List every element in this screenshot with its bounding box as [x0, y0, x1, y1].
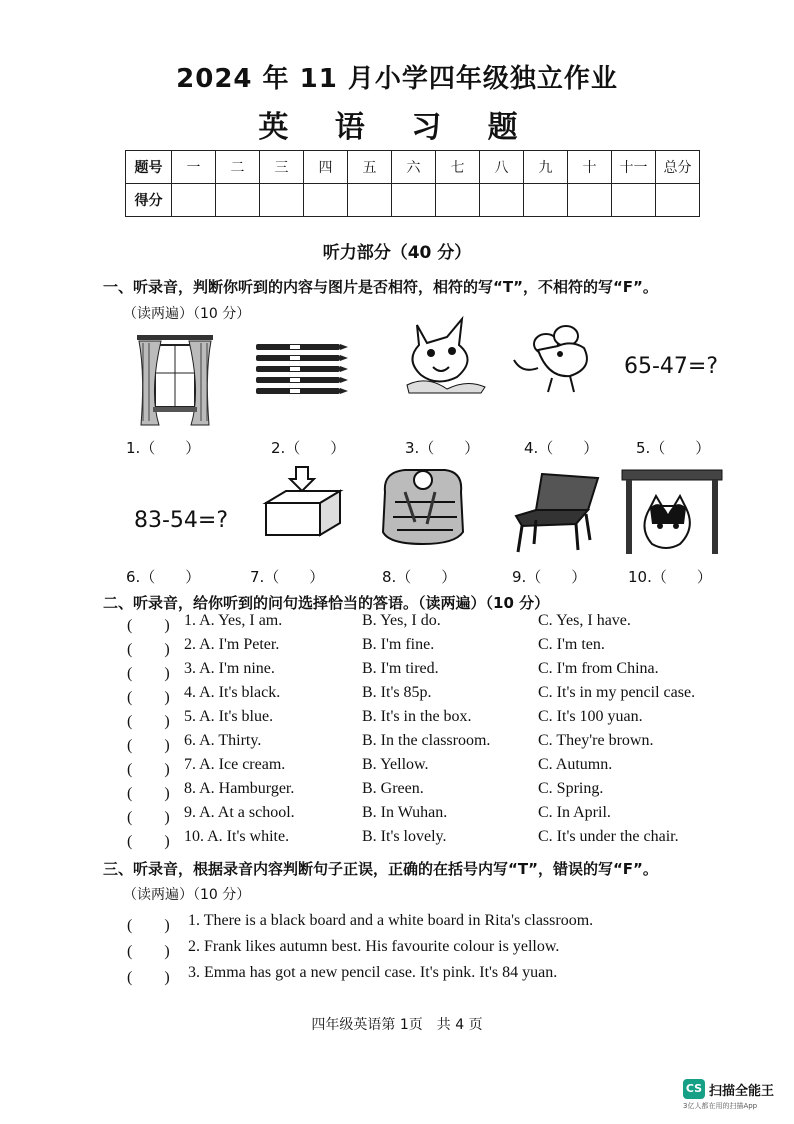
score-table-score-row	[126, 184, 700, 217]
option-b: B. It's in the box.	[362, 708, 472, 725]
scanner-logo-icon: CS	[683, 1079, 705, 1099]
table-cell: 三	[260, 151, 304, 184]
score-table	[125, 150, 700, 217]
answer-blank[interactable]: ( )	[127, 943, 170, 960]
answer-blank[interactable]: ( )	[127, 617, 170, 634]
score-cell[interactable]	[304, 184, 348, 217]
list-item	[0, 964, 794, 990]
section3-statement-list	[0, 912, 794, 990]
mouse-picture	[508, 318, 600, 396]
score-table-header-row	[126, 151, 700, 184]
answer-blank-1[interactable]: 1.（ ）	[126, 439, 201, 457]
statement: 1. There is a black board and a white board in Rita's classroom.	[188, 912, 594, 929]
math-question-6: 83-54=?	[134, 508, 229, 533]
section1-title: 一、听录音，判断你听到的内容与图片是否相符，相符的写“T”，不相符的写“F”。	[103, 278, 658, 296]
answer-blank[interactable]: ( )	[127, 641, 170, 658]
option-c: C. Spring.	[538, 780, 604, 797]
answer-blank-8[interactable]: 8.（ ）	[382, 568, 457, 586]
answer-blank[interactable]: ( )	[127, 785, 170, 802]
option-c: C. Yes, I have.	[538, 612, 631, 629]
score-cell[interactable]	[348, 184, 392, 217]
option-c: C. In April.	[538, 804, 611, 821]
scanner-watermark	[683, 1079, 774, 1111]
statement: 3. Emma has got a new pencil case. It's pink. It's 84 yuan.	[188, 964, 558, 981]
list-item	[0, 660, 794, 684]
list-item	[0, 708, 794, 732]
list-item	[0, 612, 794, 636]
option-b: B. Yes, I do.	[362, 612, 441, 629]
answer-blank[interactable]: ( )	[127, 689, 170, 706]
option-b: B. Green.	[362, 780, 424, 797]
pens-picture	[250, 340, 350, 400]
option-b: B. Yellow.	[362, 756, 429, 773]
table-cell: 十一	[612, 151, 656, 184]
bag-picture	[375, 462, 470, 547]
list-item	[0, 912, 794, 938]
option-c: C. It's under the chair.	[538, 828, 679, 845]
curtains-picture	[135, 333, 215, 429]
scanner-tagline: 3亿人都在用的扫描App	[683, 1102, 758, 1110]
answer-blank[interactable]: ( )	[127, 713, 170, 730]
answer-blank-9[interactable]: 9.（ ）	[512, 568, 587, 586]
answer-blank[interactable]: ( )	[127, 737, 170, 754]
option-a: 1. A. Yes, I am.	[184, 612, 283, 629]
math-question-5: 65-47=?	[624, 354, 719, 379]
option-b: B. In the classroom.	[362, 732, 491, 749]
score-cell[interactable]	[612, 184, 656, 217]
table-cell: 总分	[656, 151, 700, 184]
scanner-app-name: 扫描全能王	[709, 1083, 775, 1099]
list-item	[0, 684, 794, 708]
answer-blank[interactable]: ( )	[127, 833, 170, 850]
option-b: B. It's 85p.	[362, 684, 432, 701]
list-item	[0, 804, 794, 828]
score-cell[interactable]	[392, 184, 436, 217]
table-cell: 七	[436, 151, 480, 184]
option-c: C. Autumn.	[538, 756, 613, 773]
chair-picture	[512, 470, 602, 554]
table-cell: 题号	[126, 151, 172, 184]
cat-picture	[397, 315, 492, 395]
list-item	[0, 732, 794, 756]
table-cell: 五	[348, 151, 392, 184]
answer-blank-2[interactable]: 2.（ ）	[271, 439, 346, 457]
section3-note: （读两遍）（10 分）	[123, 887, 251, 903]
option-a: 4. A. It's black.	[184, 684, 281, 701]
answer-blank[interactable]: ( )	[127, 665, 170, 682]
option-c: C. It's 100 yuan.	[538, 708, 643, 725]
answer-blank[interactable]: ( )	[127, 761, 170, 778]
table-cell: 十	[568, 151, 612, 184]
table-cell: 六	[392, 151, 436, 184]
table-cell: 四	[304, 151, 348, 184]
option-a: 2. A. I'm Peter.	[184, 636, 280, 653]
option-b: B. In Wuhan.	[362, 804, 448, 821]
statement: 2. Frank likes autumn best. His favourite colour is yellow.	[188, 938, 560, 955]
box-picture	[262, 465, 344, 541]
answer-blank-4[interactable]: 4.（ ）	[524, 439, 599, 457]
list-item	[0, 938, 794, 964]
option-b: B. It's lovely.	[362, 828, 447, 845]
answer-blank[interactable]: ( )	[127, 969, 170, 986]
list-item	[0, 756, 794, 780]
answer-blank-5[interactable]: 5.（ ）	[636, 439, 711, 457]
score-cell[interactable]	[216, 184, 260, 217]
option-a: 7. A. Ice cream.	[184, 756, 286, 773]
page-footer: 四年级英语第 1页 共 4 页	[311, 1017, 483, 1033]
option-c: C. I'm ten.	[538, 636, 605, 653]
page-subtitle: 英 语 习 题	[258, 110, 536, 145]
score-cell[interactable]	[568, 184, 612, 217]
answer-blank-6[interactable]: 6.（ ）	[126, 568, 201, 586]
score-cell[interactable]	[524, 184, 568, 217]
option-a: 9. A. At a school.	[184, 804, 295, 821]
list-item	[0, 828, 794, 852]
listening-title: 听力部分（40 分）	[322, 243, 472, 263]
option-c: C. It's in my pencil case.	[538, 684, 696, 701]
page-title: 2024 年 11 月小学四年级独立作业	[176, 64, 618, 94]
option-a: 10. A. It's white.	[184, 828, 290, 845]
score-cell[interactable]	[260, 184, 304, 217]
option-b: B. I'm fine.	[362, 636, 435, 653]
option-b: B. I'm tired.	[362, 660, 439, 677]
option-a: 3. A. I'm nine.	[184, 660, 275, 677]
list-item	[0, 636, 794, 660]
section3-title: 三、听录音，根据录音内容判断句子正误，正确的在括号内写“T”，错误的写“F”。	[103, 860, 658, 878]
section2-title: 二、听录音，给你听到的问句选择恰当的答语。（读两遍）（10 分）	[103, 594, 550, 612]
answer-blank-3[interactable]: 3.（ ）	[405, 439, 480, 457]
option-a: 5. A. It's blue.	[184, 708, 274, 725]
table-cell: 一	[172, 151, 216, 184]
cat-under-table-picture	[620, 468, 724, 556]
answer-blank[interactable]: ( )	[127, 809, 170, 826]
score-cell[interactable]	[656, 184, 700, 217]
list-item	[0, 780, 794, 804]
table-cell: 二	[216, 151, 260, 184]
table-cell: 八	[480, 151, 524, 184]
score-cell[interactable]	[480, 184, 524, 217]
section1-note: （读两遍）（10 分）	[123, 306, 251, 322]
option-a: 6. A. Thirty.	[184, 732, 262, 749]
score-cell[interactable]	[436, 184, 480, 217]
option-c: C. They're brown.	[538, 732, 654, 749]
table-cell: 九	[524, 151, 568, 184]
option-a: 8. A. Hamburger.	[184, 780, 295, 797]
answer-blank[interactable]: ( )	[127, 917, 170, 934]
table-cell: 得分	[126, 184, 172, 217]
answer-blank-7[interactable]: 7.（ ）	[250, 568, 325, 586]
option-c: C. I'm from China.	[538, 660, 659, 677]
answer-blank-10[interactable]: 10.（ ）	[628, 568, 712, 586]
score-cell[interactable]	[172, 184, 216, 217]
